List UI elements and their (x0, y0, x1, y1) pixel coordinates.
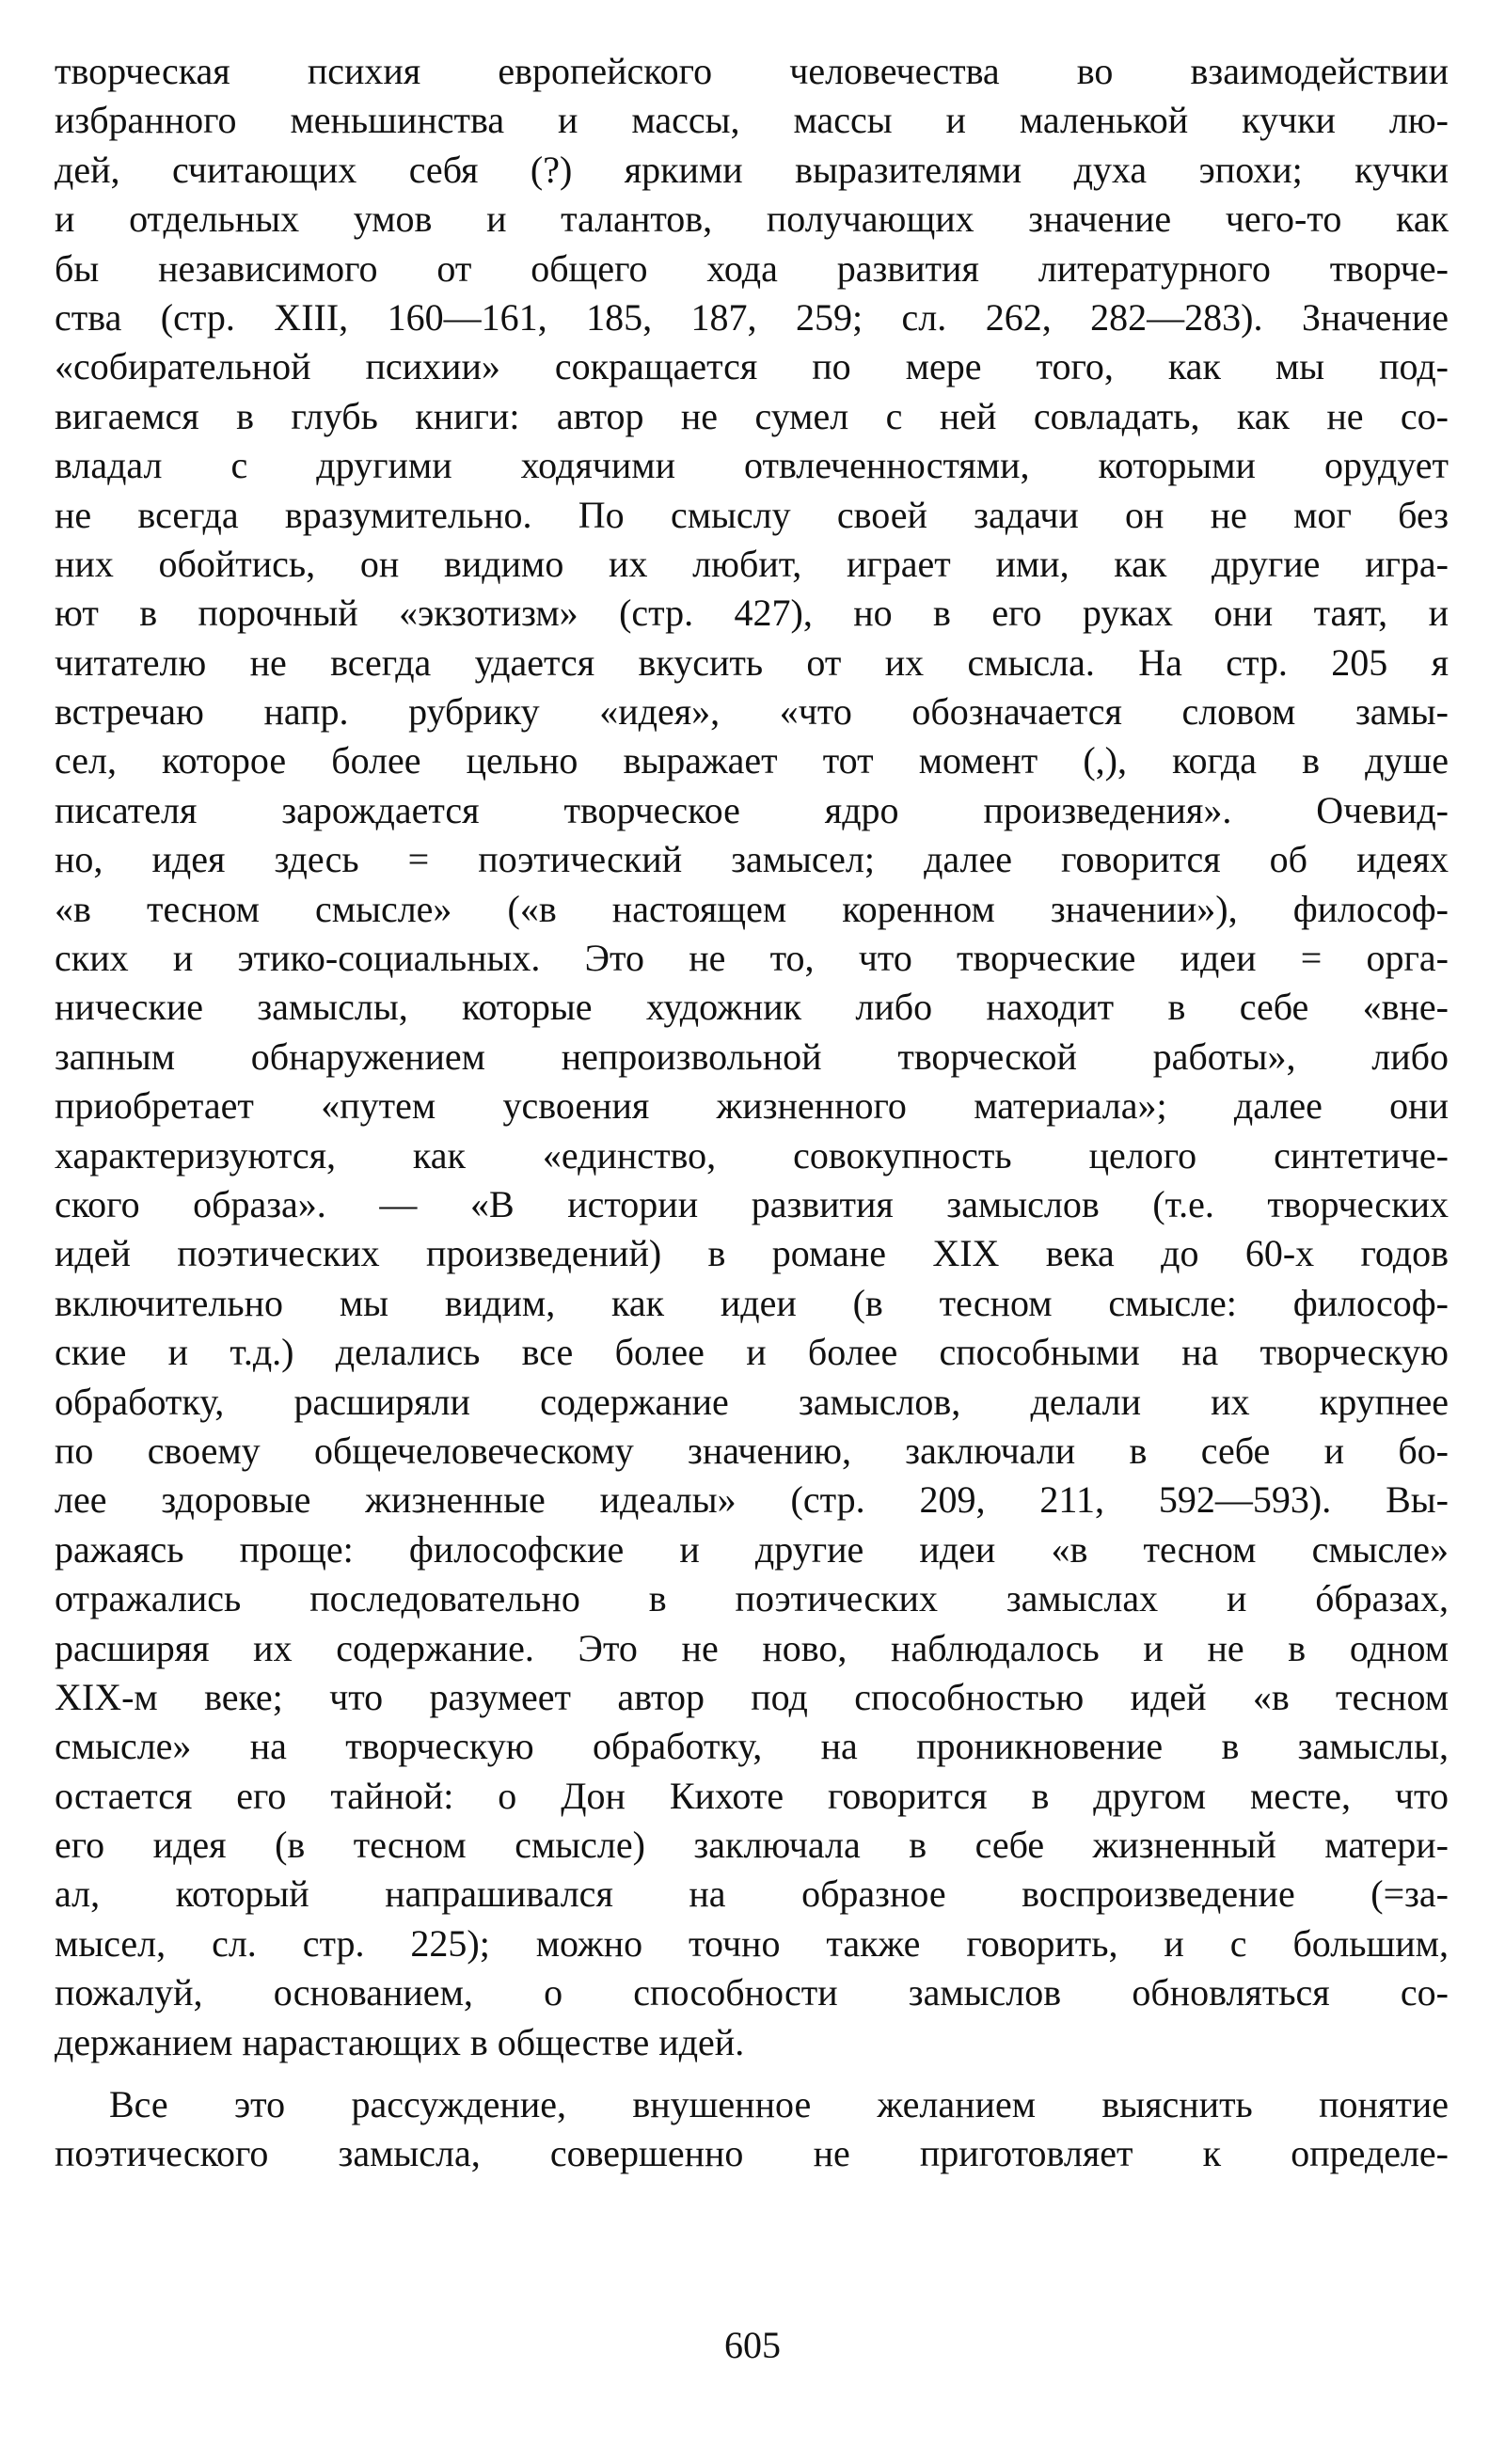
text-line: дей, считающих себя (?) яркими выразителями духа эпохи; кучки (55, 148, 1449, 191)
text-line: «собирательной психии» сокращается по мере того, как мы под- (55, 345, 1449, 388)
text-line: «в тесном смысле» («в настоящем коренном значении»), философ- (55, 887, 1449, 930)
paragraph-1 (55, 47, 1449, 2067)
text-line: его идея (в тесном смысле) заключала в себе жизненный матери- (55, 1824, 1449, 1867)
page-body-text (55, 47, 1449, 2179)
text-line: творческая психия европейского человечества во взаимодействии (55, 50, 1449, 92)
text-line: приобретает «путем усвоения жизненного материала»; далее они (55, 1084, 1449, 1128)
text-line: пожалуй, основанием, о способности замыслов обновляться со- (55, 1971, 1449, 2014)
text-line: ют в порочный «экзотизм» (стр. 427), но в его руках они таят, и (55, 592, 1449, 635)
text-line: писателя зарождается творческое ядро произведения». Очевид- (55, 788, 1449, 831)
text-line: ражаясь проще: философские и другие идеи «в тесном смысле» (55, 1527, 1449, 1571)
text-line: запным обнаружением непроизвольной творческой работы», либо (55, 1035, 1449, 1078)
text-line: отражались последовательно в поэтических замыслах и óбразах, (55, 1577, 1449, 1620)
text-line: остается его тайной: о Дон Кихоте говорится в другом месте, что (55, 1774, 1449, 1817)
text-line: включительно мы видим, как идеи (в тесном смысле: философ- (55, 1281, 1449, 1324)
text-line: нические замыслы, которые художник либо находит в себе «вне- (55, 986, 1449, 1029)
book-page (55, 47, 1449, 2426)
text-line: ских и этико-социальных. Это не то, что творческие идеи = орга- (55, 937, 1449, 980)
text-line: обработку, расширяли содержание замыслов, делали их крупнее (55, 1380, 1449, 1423)
text-line: но, идея здесь = поэтический замысел; далее говорится об идеях (55, 838, 1449, 881)
text-line: сел, которое более цельно выражает тот момент (,), когда в душе (55, 739, 1449, 782)
text-line: ал, который напрашивался на образное воспроизведение (=за- (55, 1872, 1449, 1916)
text-line: читателю не всегда удается вкусить от их смысла. На стр. 205 я (55, 640, 1449, 684)
text-line: не всегда вразумительно. По смыслу своей задачи он не мог без (55, 493, 1449, 536)
paragraph-gap (55, 2067, 1449, 2080)
text-line: расширяя их содержание. Это не ново, наблюдалось и не в одном (55, 1626, 1449, 1669)
text-line: ства (стр. XIII, 160—161, 185, 187, 259; сл. 262, 282—283). Значение (55, 295, 1449, 339)
text-line: XIX-м веке; что разумеет автор под способностью идей «в тесном (55, 1675, 1449, 1718)
text-line: Все это рассуждение, внушенное желанием выяснить понятие (109, 2083, 1449, 2126)
text-line: ского образа». — «В истории развития замыслов (т.е. творческих (55, 1182, 1449, 1225)
text-line: держанием нарастающих в обществе идей. (55, 2020, 745, 2063)
text-line: бы независимого от общего хода развития литературного творче- (55, 246, 1449, 290)
text-line: встречаю напр. рубрику «идея», «что обозначается словом замы- (55, 690, 1449, 734)
text-line: избранного меньшинства и массы, массы и маленькой кучки лю- (55, 99, 1449, 142)
text-line: поэтического замысла, совершенно не приготовляет к определе- (55, 2132, 1449, 2175)
page-number: 605 (724, 2324, 781, 2366)
paragraph-2 (55, 2080, 1449, 2179)
text-line: и отдельных умов и талантов, получающих значение чего-то как (55, 197, 1449, 241)
text-line: смысле» на творческую обработку, на проникновение в замыслы, (55, 1725, 1449, 1768)
text-line: характеризуются, как «единство, совокупность целого синтетиче- (55, 1133, 1449, 1177)
text-line: вигаемся в глубь книги: автор не сумел с ней совладать, как не со- (55, 394, 1449, 437)
text-line: по своему общечеловеческому значению, заключали в себе и бо- (55, 1429, 1449, 1472)
text-line: них обойтись, он видимо их любит, играет ими, как другие игра- (55, 542, 1449, 585)
text-line: мысел, сл. стр. 225); можно точно также говорить, и с большим, (55, 1921, 1449, 1965)
text-line: идей поэтических произведений) в романе XIX века до 60-х годов (55, 1232, 1449, 1275)
text-line: владал с другими ходячими отвлеченностями, которыми орудует (55, 444, 1449, 487)
text-line: ские и т.д.) делались все более и более способными на творческую (55, 1331, 1449, 1374)
text-line: лее здоровые жизненные идеалы» (стр. 209, 211, 592—593). Вы- (55, 1478, 1449, 1522)
